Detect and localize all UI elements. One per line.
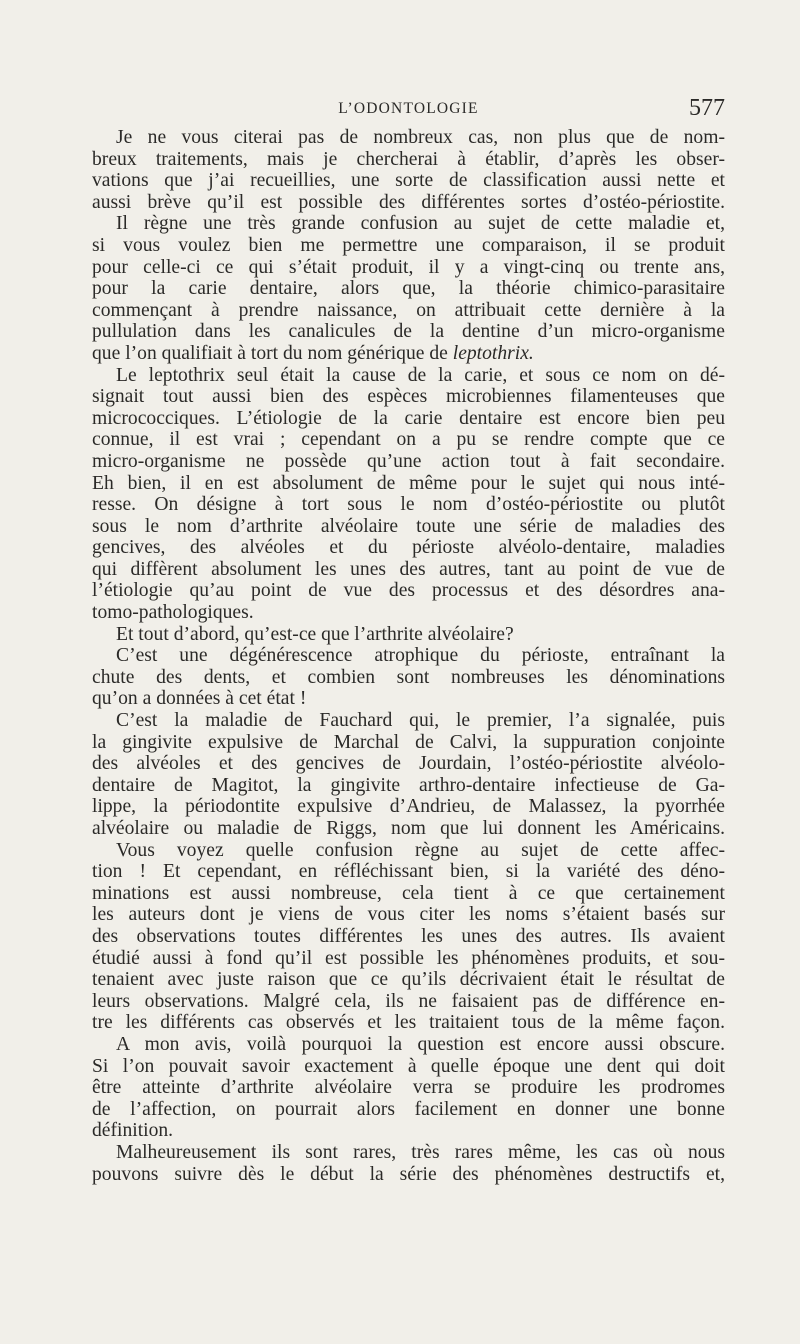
text-line: [92, 343, 725, 365]
text-line-content: la gingivite expulsive de Marchal de Calvi, la suppuration conjointe: [92, 731, 725, 753]
text-line-content: aussi brève qu’il est possible des différentes sortes d’ostéo-périostite.: [92, 191, 725, 213]
text-line-content: chute des dents, et combien sont nombreuses les dénominations: [92, 666, 725, 688]
text-line: [92, 796, 725, 818]
text-line-content: Si l’on pouvait savoir exactement à quelle époque une dent qui doit: [92, 1055, 725, 1077]
text-line: [92, 494, 725, 516]
text-line: [92, 1034, 725, 1056]
text-line-content: vations que j’ai recueillies, une sorte de classification aussi nette et: [92, 170, 725, 192]
text-line: [92, 969, 725, 991]
text-line-content: alvéolaire ou maladie de Riggs, nom que lui donnent les Américains.: [92, 818, 725, 839]
text-line-content: gencives, des alvéoles et du périoste alvéolo-dentaire, maladies: [92, 537, 725, 559]
text-line: [92, 192, 725, 214]
text-line: [92, 559, 725, 581]
text-line: [92, 732, 725, 754]
text-line-content: qui diffèrent absolument les unes des autres, tant au point de vue de: [92, 558, 725, 580]
running-title: L’ODONTOLOGIE: [338, 100, 479, 117]
text-line-content: Je ne vous citerai pas de nombreux cas, non plus que de nom-: [116, 127, 725, 148]
text-line-content: de l’affection, on pourrait alors facilement en donner une bonne: [92, 1098, 725, 1120]
text-line-content: resse. On désigne à tort sous le nom d’ostéo-périostite ou plutôt: [92, 494, 725, 516]
text-line-content: lippe, la périodontite expulsive d’Andrieu, de Malassez, la pyorrhée: [92, 796, 725, 818]
text-line-content: breux traitements, mais je chercherai à établir, d’après les obser-: [92, 148, 725, 170]
text-line: [92, 1164, 725, 1186]
text-line: [92, 926, 725, 948]
text-line-content: dentaire de Magitot, la gingivite arthro-dentaire infectieuse de Ga-: [92, 774, 725, 796]
page-number: 577: [689, 95, 725, 121]
text-line: [92, 645, 725, 667]
text-line: [92, 710, 725, 732]
text-line-content: tenaient avec juste raison que ce qu’ils décrivaient était le résultat de: [92, 969, 725, 991]
text-line: [92, 516, 725, 538]
text-line-content: Eh bien, il en est absolument de même pour le sujet qui nous inté-: [92, 472, 725, 494]
text-line: [92, 451, 725, 473]
text-line: [92, 904, 725, 926]
text-line-content: C’est une dégénérescence atrophique du périoste, entraînant la: [116, 645, 725, 667]
text-line: [92, 840, 725, 862]
text-line: [92, 386, 725, 408]
body-text: [92, 127, 725, 1185]
text-line: [92, 1077, 725, 1099]
text-line: [92, 580, 725, 602]
italic-term: leptothrix.: [452, 342, 534, 364]
text-line: [92, 602, 725, 624]
text-line-content: pouvons suivre dès le début la série des phénomènes destructifs et,: [92, 1163, 725, 1185]
text-line-content: tomo-pathologiques.: [92, 602, 254, 624]
text-line-content: commençant à prendre naissance, on attribuait cette dernière à la: [92, 299, 725, 321]
text-line: [92, 883, 725, 905]
text-line-content: sous le nom d’arthrite alvéolaire toute une série de maladies des: [92, 515, 725, 537]
text-line: [92, 991, 725, 1013]
text-line-content: connue, il est vrai ; cependant on a pu se rendre compte que ce: [92, 429, 725, 451]
text-line-content: l’étiologie qu’au point de vue des processus et des désordres ana-: [92, 580, 725, 602]
text-line-content: qu’on a données à cet état !: [92, 688, 307, 710]
text-line: [92, 170, 725, 192]
text-line-content: Et tout d’abord, qu’est-ce que l’arthrite alvéolaire?: [116, 623, 514, 645]
text-line-content: C’est la maladie de Fauchard qui, le premier, l’a signalée, puis: [116, 710, 725, 732]
text-line-content: si vous voulez bien me permettre une comparaison, il se produit: [92, 234, 725, 256]
text-line: [92, 861, 725, 883]
text-line: [92, 1099, 725, 1121]
text-line: [92, 818, 725, 840]
text-line-content: micrococciques. L’étiologie de la carie dentaire est encore bien peu: [92, 407, 725, 429]
text-line: [92, 537, 725, 559]
text-line-content: Il règne une très grande confusion au sujet de cette maladie et,: [116, 213, 725, 235]
text-line-content: tion ! Et cependant, en réfléchissant bien, si la variété des déno-: [92, 861, 725, 883]
text-line-content: leurs observations. Malgré cela, ils ne faisaient pas de différence en-: [92, 990, 725, 1012]
text-line: [92, 948, 725, 970]
text-line-content: minations est aussi nombreuse, cela tient à ce que certainement: [92, 882, 725, 904]
text-line: [92, 1056, 725, 1078]
text-line-content: pour la carie dentaire, alors que, la théorie chimico-parasitaire: [92, 278, 725, 300]
text-line-content: micro-organisme ne possède qu’une action tout à fait secondaire.: [92, 450, 725, 472]
text-line: [92, 1012, 725, 1034]
text-line: [92, 1120, 725, 1142]
text-line: [92, 213, 725, 235]
text-line-content: étudié aussi à fond qu’il est possible les phénomènes produits, et sou-: [92, 947, 725, 969]
text-line-content: signait tout aussi bien des espèces microbiennes filamenteuses que: [92, 386, 725, 408]
text-line-content: pour celle-ci ce qui s’était produit, il y a vingt-cinq ou trente ans,: [92, 256, 725, 278]
text-line-content: être atteinte d’arthrite alvéolaire verra se produire les prodromes: [92, 1077, 725, 1099]
text-line: [92, 753, 725, 775]
text-line-content: que l’on qualifiait à tort du nom générique de: [92, 342, 453, 364]
text-line: [92, 473, 725, 495]
text-line: [92, 775, 725, 797]
text-line-content: tre les différents cas observés et les traitaient tous de la même façon.: [92, 1012, 725, 1034]
text-line-content: des alvéoles et des gencives de Jourdain, l’ostéo-périostite alvéolo-: [92, 753, 725, 775]
text-line-content: Vous voyez quelle confusion règne au sujet de cette affec-: [116, 839, 725, 861]
text-line: [92, 127, 725, 149]
text-line-content: des observations toutes différentes les unes des autres. Ils avaient: [92, 925, 725, 947]
text-line: [92, 624, 725, 646]
text-line: [92, 321, 725, 343]
text-line: [92, 149, 725, 171]
text-line-content: les auteurs dont je viens de vous citer les noms s’étaient basés sur: [92, 904, 725, 926]
running-header: [92, 97, 725, 123]
text-line: [92, 1142, 725, 1164]
text-line: [92, 408, 725, 430]
text-line-content: A mon avis, voilà pourquoi la question est encore aussi obscure.: [116, 1033, 725, 1055]
text-line: [92, 667, 725, 689]
text-line: [92, 429, 725, 451]
text-line: [92, 688, 725, 710]
text-line: [92, 235, 725, 257]
text-line-content: Le leptothrix seul était la cause de la carie, et sous ce nom on dé-: [116, 364, 725, 386]
text-line: [92, 257, 725, 279]
text-line: [92, 365, 725, 387]
text-line-content: pullulation dans les canalicules de la dentine d’un micro-organisme: [92, 321, 725, 343]
text-line: [92, 300, 725, 322]
text-line-content: définition.: [92, 1120, 174, 1142]
text-line-content: Malheureusement ils sont rares, très rares même, les cas où nous: [116, 1141, 725, 1163]
text-line: [92, 278, 725, 300]
